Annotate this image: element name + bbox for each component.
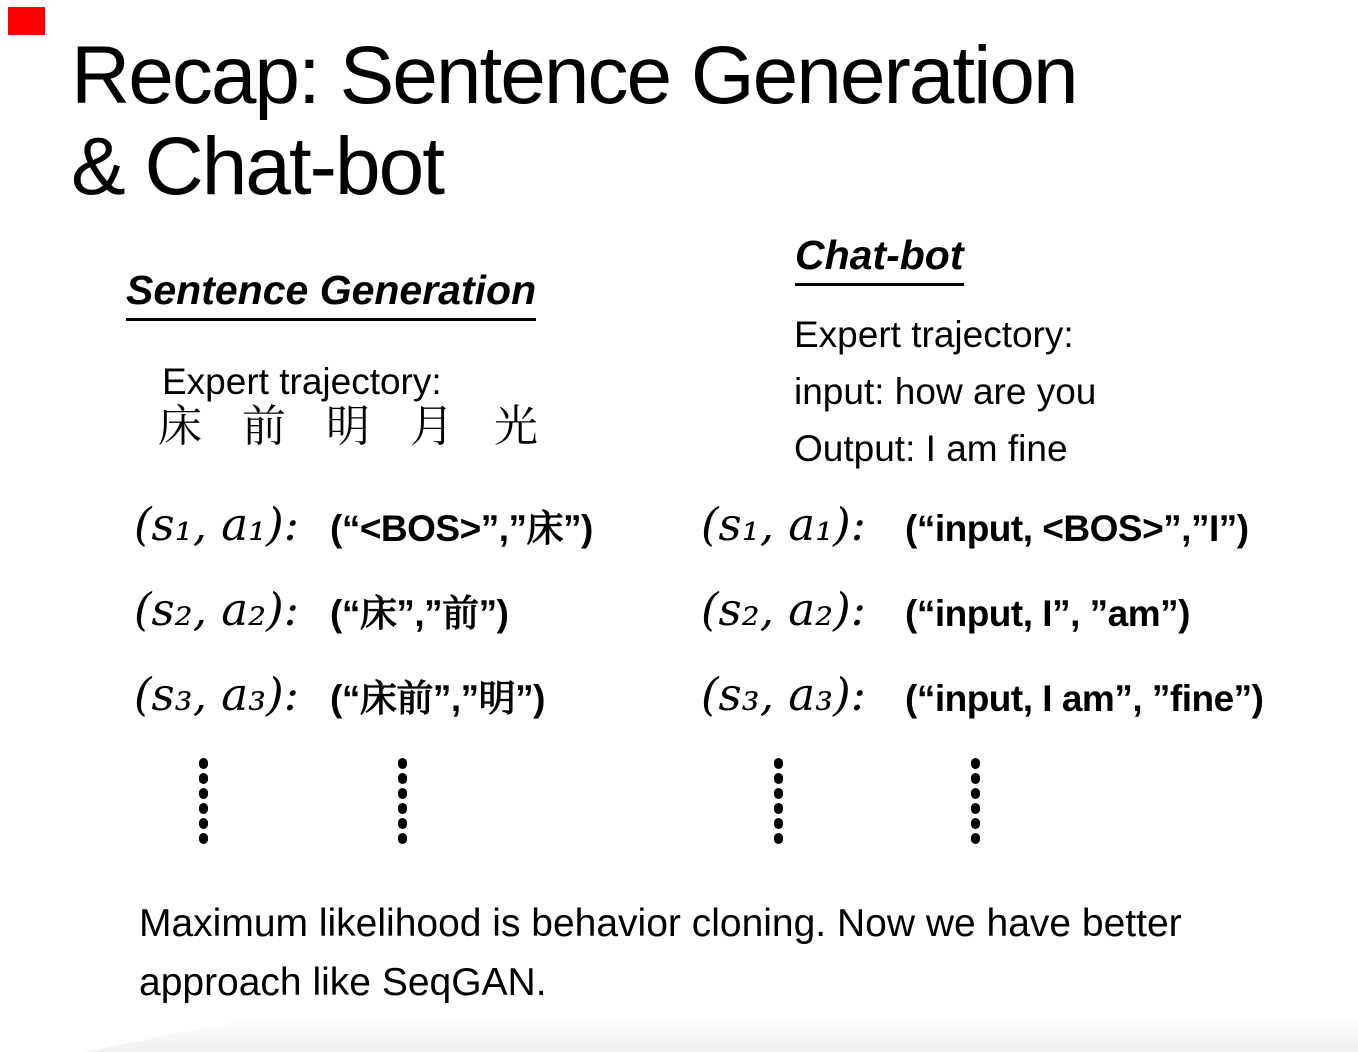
slide-title-line1: Recap: Sentence Generation — [71, 30, 1077, 121]
right-expert-output-line: Output: I am fine — [794, 428, 1068, 469]
left-sa-pair-3: (“床前”,”明”) — [330, 678, 545, 719]
left-sa-label-3: (s₃, a₃): — [134, 668, 299, 721]
left-sa-label-2: (s₂, a₂): — [134, 583, 299, 636]
vertical-ellipsis-icon — [971, 758, 980, 844]
slide-title — [71, 30, 1077, 212]
left-sa-row-1 — [134, 498, 794, 560]
right-sa-row-2 — [701, 583, 1358, 645]
right-sa-label-2: (s₂, a₂): — [701, 583, 866, 636]
vertical-ellipsis-icon — [774, 758, 783, 844]
right-sa-pair-3: (“input, I am”, ”fine”) — [905, 678, 1264, 719]
slide-title-line2: & Chat-bot — [71, 121, 443, 212]
right-expert-trajectory-block — [794, 306, 1096, 477]
left-sa-pair-1: (“<BOS>”,”床”) — [330, 508, 593, 549]
left-expert-trajectory-label: Expert trajectory: — [162, 361, 442, 402]
section-header-sentence-generation: Sentence Generation — [126, 268, 536, 321]
left-sa-row-2 — [134, 583, 794, 645]
left-sa-label-1: (s₁, a₁): — [134, 498, 299, 551]
vertical-ellipsis-icon — [398, 758, 407, 844]
footer-note: Maximum likelihood is behavior cloning. Now we have better approach like SeqGAN. — [139, 902, 1182, 1004]
right-sa-pair-2: (“input, I”, ”am”) — [905, 593, 1190, 634]
right-sa-label-1: (s₁, a₁): — [701, 498, 866, 551]
left-sa-row-3 — [134, 668, 794, 730]
right-sa-row-3 — [701, 668, 1358, 730]
right-sa-row-1 — [701, 498, 1358, 560]
left-expert-trajectory-text: 床 前 明 月 光 — [158, 401, 551, 452]
right-sa-label-3: (s₃, a₃): — [701, 668, 866, 721]
right-expert-trajectory-label: Expert trajectory: — [794, 314, 1074, 355]
right-expert-input-line: input: how are you — [794, 371, 1097, 412]
section-header-chat-bot: Chat-bot — [795, 233, 964, 286]
vertical-ellipsis-icon — [199, 758, 208, 844]
left-sa-pair-2: (“床”,”前”) — [330, 593, 509, 634]
bottom-decoration-strip — [0, 1022, 1358, 1052]
right-sa-pair-1: (“input, <BOS>”,”I”) — [905, 508, 1249, 549]
red-marker — [8, 7, 45, 35]
